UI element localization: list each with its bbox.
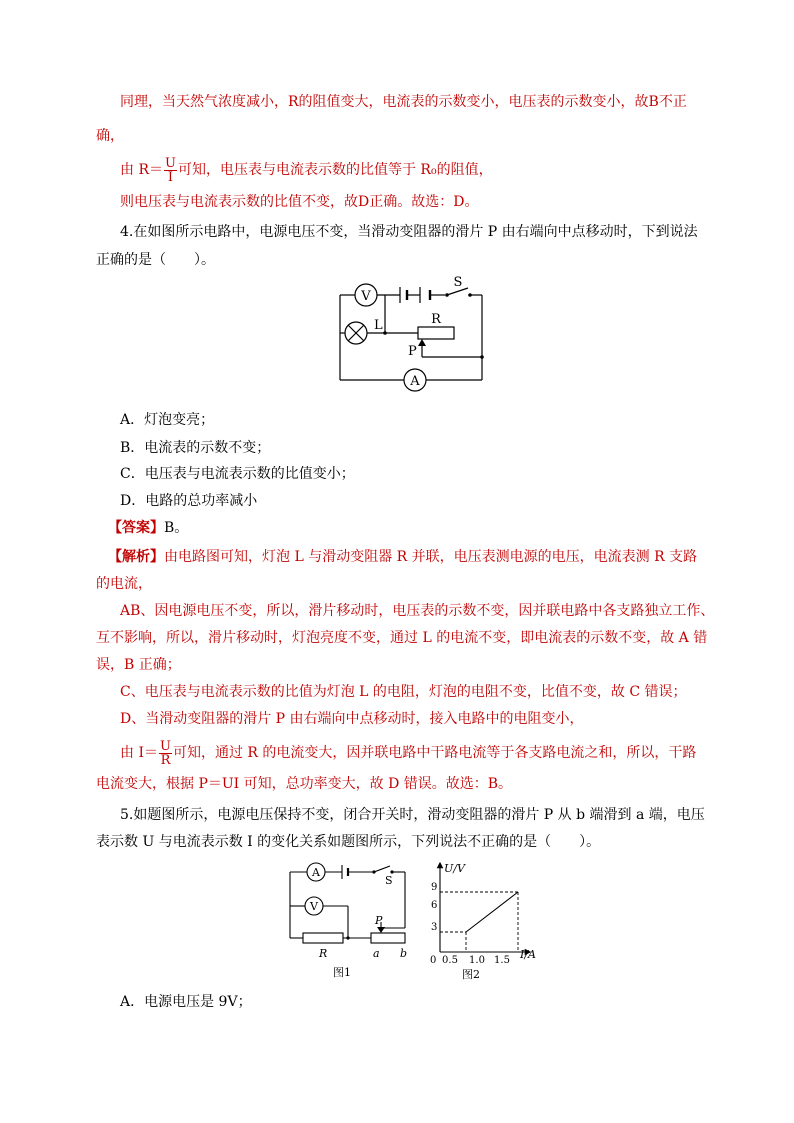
ammeter-label: A [312,866,320,879]
analysis-line: 误，B 正确； [96,657,181,673]
x-tick-label: 1.0 [469,955,485,966]
x-axis-label: I/A [520,948,536,961]
analysis-line: 互不影响，所以，滑片移动时，灯泡亮度不变，通过 L 的电流不变，即电流表的示数不变，故 A 错 [96,630,708,646]
answer-value: B。 [164,520,189,536]
rheostat-label: R [431,312,441,327]
text-line: 同理，当天然气浓度减小，R的阻值变大，电流表的示数变小，电压表的示数变小，故B不正 [120,94,687,110]
circuit-diagram-q4 [330,275,500,400]
ui-chart [420,860,550,985]
switch-icon [468,293,472,297]
rheostat-icon [371,933,405,943]
analysis-line: 的电流， [96,576,152,592]
data-line [466,892,518,932]
lamp-label: L [374,318,383,333]
formula-line [120,738,696,768]
question-stem: 5.如题图所示，电源电压保持不变，闭合开关时，滑动变阻器的滑片 P 从 b 端滑到 a 端，电压 [120,807,705,823]
option-d: D．电路的总功率减小 [120,493,258,509]
question-stem: 4.在如图所示电路中，电源电压不变，当滑动变阻器的滑片 P 由右端向中点移动时，下到说法 [120,224,698,240]
figure-caption: 图2 [462,968,480,981]
analysis-text: 由电路图可知，灯泡 L 与滑动变阻器 R 并联，电压表测电源的电压，电流表测 R 支路 [164,549,698,565]
analysis-line: C、电压表与电流表示数的比值为灯泡 L 的电阻，灯泡的电阻不变，比值不变，故 C 错误； [120,684,687,700]
formula-prefix: 由 R＝ [120,162,163,178]
text-line: 则电压表与电流表示数的比值不变，故D正确。故选：D。 [120,194,479,210]
origin-label: 0 [430,955,437,966]
slider-label: P [408,344,417,359]
voltmeter-label: V [310,900,318,913]
question-stem: 表示数 U 与电流表示数 I 的变化关系如题图所示，下列说法不正确的是（ ）。 [96,834,601,850]
y-axis-label: U/V [444,862,465,875]
text-line: 确， [96,128,124,144]
x-tick-label: 0.5 [442,955,458,966]
analysis-tag: 【解析】 [108,549,164,565]
analysis-line [108,547,697,567]
ammeter-label: A [410,374,420,389]
answer-tag: 【答案】 [108,520,164,536]
fraction-denominator: I [167,169,174,185]
x-tick-label: 1.5 [494,955,510,966]
fraction [164,157,177,184]
fraction-denominator: R [160,752,171,768]
switch-label: S [453,275,463,290]
option-a: A．电源电压是 9V； [120,994,252,1010]
y-tick-label: 9 [431,882,438,893]
analysis-line: AB、因电源电压不变，所以，滑片移动时，电压表的示数不变，因并联电路中各支路独立工作、 [120,603,715,619]
answer-line [108,518,188,538]
voltmeter-label: V [361,289,371,304]
formula-prefix: 由 I＝ [120,745,158,761]
circuit-diagram-fig1 [285,860,415,985]
end-b-label: b [400,947,408,960]
question-stem: 正确的是（ ）。 [96,252,215,268]
switch-label: S [385,874,393,887]
option-a: A．灯泡变亮； [120,412,215,428]
formula-line [120,155,493,185]
slider-label: P [375,914,383,927]
slider-arrow-icon [377,927,385,933]
fraction-numerator: U [165,155,176,171]
analysis-line: D、当滑动变阻器的滑片 P 由右端向中点移动时，接入电路中的电阻变小， [120,711,584,727]
end-a-label: a [373,947,380,960]
y-tick-label: 3 [431,922,438,933]
option-b: B．电流表的示数不变； [120,440,271,456]
y-tick-label: 6 [431,900,438,911]
resistor-icon [303,933,343,943]
fraction-numerator: U [159,738,171,754]
figure-caption: 图1 [333,966,351,979]
analysis-line: 电流变大，根据 P＝UI 可知，总功率变大，故 D 错误。故选：B。 [96,776,513,792]
formula-suffix: 可知，电压表与电流表示数的比值等于 R₀的阻值， [177,162,493,178]
slider-arrow-icon [418,339,426,346]
resistor-label: R [319,947,328,960]
switch-icon [374,866,390,872]
junction-dot [346,936,349,939]
junction-dot [480,355,484,359]
rheostat-icon [418,327,454,339]
option-c: C．电压表与电流表示数的比值变小； [120,466,355,482]
junction-dot [383,331,387,335]
fraction [159,740,172,767]
formula-suffix: 可知，通过 R 的电流变大，因并联电路中干路电流等于各支路电流之和，所以，干路 [172,745,697,761]
